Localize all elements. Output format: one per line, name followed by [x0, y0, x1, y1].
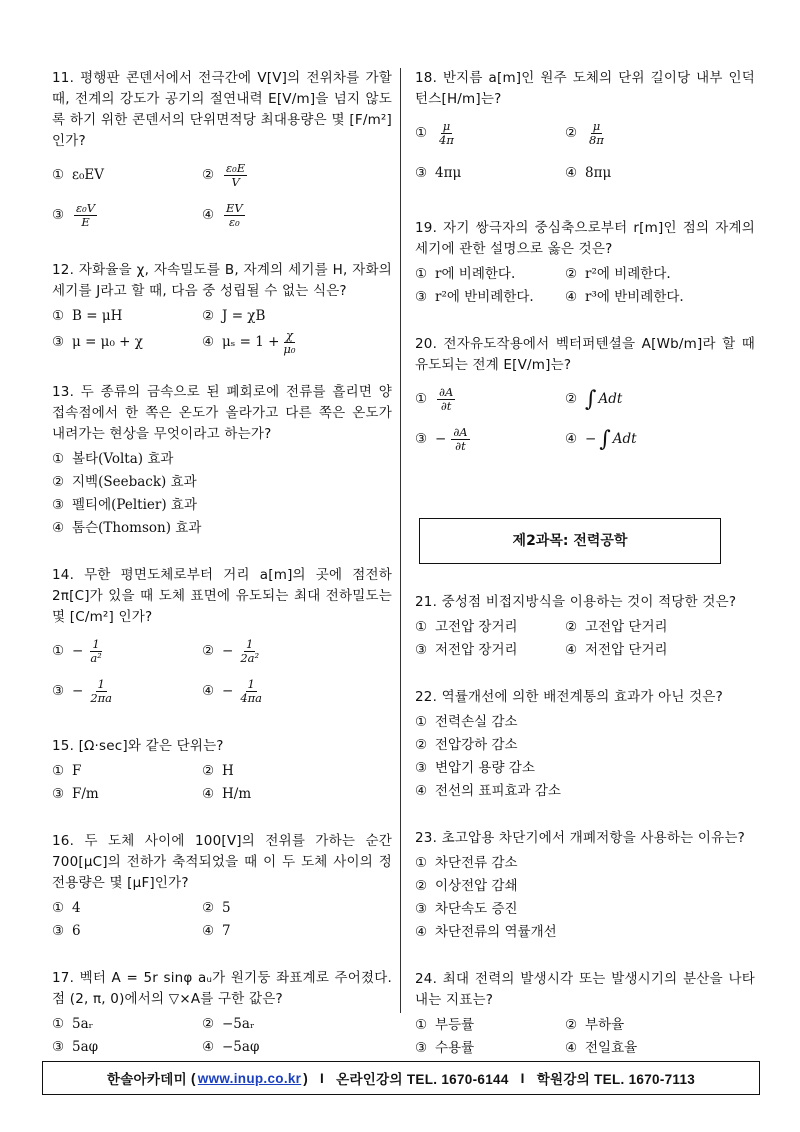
option-number: ①: [52, 900, 65, 916]
option-number: ④: [415, 924, 428, 940]
option-number: ④: [565, 430, 578, 447]
option-value: 부등률: [435, 1017, 475, 1033]
option-number: ③: [415, 760, 428, 776]
answer-option[interactable]: [52, 672, 202, 710]
answer-option[interactable]: [202, 921, 392, 942]
answer-option[interactable]: [565, 287, 755, 308]
answer-option[interactable]: [415, 758, 755, 779]
option-number: ②: [565, 1017, 578, 1033]
answer-options: [52, 449, 392, 539]
option-value: J = χB: [222, 308, 266, 324]
option-number: ④: [202, 206, 215, 223]
option-number: ②: [565, 390, 578, 407]
option-number: ②: [415, 737, 428, 753]
question-text: [415, 334, 755, 376]
question-21: [415, 592, 755, 661]
option-number: ①: [415, 124, 428, 141]
left-column: [52, 68, 392, 1084]
question-20: [415, 334, 755, 458]
question-12: [52, 260, 392, 356]
option-number: ③: [52, 497, 65, 513]
question-number: 11.: [52, 70, 75, 86]
option-value: 저전압 단거리: [585, 642, 668, 658]
answer-option[interactable]: [415, 640, 565, 661]
question-15: [52, 736, 392, 805]
question-18: [415, 68, 755, 192]
option-number: ①: [415, 714, 428, 730]
option-value: ε₀EV: [72, 166, 105, 183]
option-number: ①: [52, 763, 65, 779]
option-number: ③: [52, 682, 65, 699]
answer-option[interactable]: [52, 898, 202, 919]
fraction: [74, 202, 97, 229]
fraction-numerator: ∂A: [439, 384, 454, 399]
option-expression: μₛ = 1 +: [222, 334, 280, 350]
answer-option[interactable]: [52, 784, 202, 805]
question-body: 반지름 a[m]인 원주 도체의 단위 길이당 내부 인덕턴스[H/m]는?: [415, 70, 755, 107]
option-value: 저전압 장거리: [435, 642, 518, 658]
integral-icon: ∫: [599, 426, 611, 452]
option-number: ①: [52, 451, 65, 467]
fraction-numerator: EV: [226, 200, 243, 215]
answer-option[interactable]: [565, 264, 755, 285]
option-number: ④: [202, 786, 215, 802]
option-number: ②: [202, 900, 215, 916]
option-number: ①: [415, 390, 428, 407]
answer-option[interactable]: [52, 761, 202, 782]
fraction-numerator: ε₀E: [226, 160, 246, 175]
option-value: B = μH: [72, 308, 123, 324]
option-value: 지벡(Seeback) 효과: [72, 474, 197, 490]
answer-option[interactable]: [415, 922, 755, 943]
answer-options: [415, 1015, 755, 1059]
power-engineering-questions: [415, 592, 755, 1059]
fraction: [224, 202, 245, 229]
answer-option[interactable]: [202, 1037, 392, 1058]
question-number: 23.: [415, 830, 438, 846]
answer-option[interactable]: [52, 1014, 202, 1035]
answer-option[interactable]: [565, 380, 755, 418]
answer-options: [415, 264, 755, 308]
option-value: 고전압 단거리: [585, 619, 668, 635]
option-number: ④: [565, 1040, 578, 1056]
answer-option[interactable]: [52, 1037, 202, 1058]
answer-option[interactable]: [202, 329, 392, 356]
subject-heading: 제2과목: 전력공학: [419, 518, 721, 564]
option-value: 톰슨(Thomson) 효과: [72, 520, 202, 536]
fraction-numerator: 1: [97, 676, 105, 691]
option-number: ④: [202, 334, 215, 350]
option-value: 볼타(Volta) 효과: [72, 451, 174, 467]
option-value: 펠티에(Peltier) 효과: [72, 497, 197, 513]
option-value: H: [222, 763, 234, 779]
option-value: 차단속도 증진: [435, 901, 518, 917]
minus-sign: −: [585, 430, 597, 447]
option-value: 7: [222, 923, 231, 939]
fraction-denominator: V: [231, 174, 240, 189]
option-number: ④: [415, 783, 428, 799]
answer-option[interactable]: [52, 921, 202, 942]
footer-separator: I: [520, 1070, 525, 1086]
option-number: ③: [415, 430, 428, 447]
question-number: 13.: [52, 384, 75, 400]
answer-option[interactable]: [202, 672, 392, 710]
fraction-denominator: μ₀: [283, 342, 296, 356]
option-value: 이상전압 감쇄: [435, 878, 518, 894]
fraction: [88, 678, 114, 705]
question-number: 21.: [415, 594, 438, 610]
option-value: 변압기 용량 감소: [435, 760, 535, 776]
option-number: ④: [202, 1039, 215, 1055]
answer-option[interactable]: [202, 156, 392, 194]
option-number: ③: [52, 923, 65, 939]
answer-options: [52, 306, 392, 356]
option-number: ③: [415, 901, 428, 917]
question-19: [415, 218, 755, 308]
question-text: [415, 969, 755, 1011]
option-value: r²에 비례한다.: [585, 266, 671, 282]
answer-options: [52, 898, 392, 942]
answer-option[interactable]: [415, 781, 755, 802]
fraction-denominator: 4π: [439, 132, 454, 147]
question-text: [415, 687, 755, 708]
answer-option[interactable]: [202, 761, 392, 782]
question-number: 17.: [52, 970, 75, 986]
option-number: ④: [52, 520, 65, 536]
question-body: 중성점 비접지방식을 이용하는 것이 적당한 것은?: [441, 594, 737, 610]
footer-online-tel: 온라인강의 TEL. 1670-6144: [336, 1072, 509, 1087]
footer-separator: I: [320, 1070, 325, 1086]
question-body: 벡터 A = 5r sinφ aᵤ가 원기둥 좌표계로 주어졌다. 점 (2, π, 0)에서의 ▽×A를 구한 값은?: [52, 970, 393, 1007]
answer-options: [52, 761, 392, 805]
fraction-numerator: μ: [442, 118, 451, 133]
answer-option[interactable]: [415, 154, 565, 192]
option-number: ②: [202, 166, 215, 183]
answer-option[interactable]: [202, 1014, 392, 1035]
option-value: −5aφ: [222, 1039, 260, 1055]
option-number: ③: [415, 164, 428, 181]
option-number: ③: [52, 1039, 65, 1055]
answer-option[interactable]: [202, 632, 392, 670]
answer-option[interactable]: [202, 196, 392, 234]
option-number: ④: [565, 642, 578, 658]
answer-option[interactable]: [415, 617, 565, 638]
option-number: ②: [415, 878, 428, 894]
question-text: [415, 68, 755, 110]
option-value: 차단전류 감소: [435, 855, 518, 871]
footer-academy-tel: 학원강의 TEL. 1670-7113: [536, 1072, 696, 1087]
option-value: Adt: [612, 430, 637, 447]
answer-option[interactable]: [52, 196, 202, 234]
answer-option[interactable]: [415, 380, 565, 418]
fraction-numerator: χ: [285, 328, 293, 342]
fraction-denominator: 4πa: [240, 690, 263, 705]
answer-options: [415, 617, 755, 661]
answer-options: [52, 632, 392, 710]
option-number: ②: [565, 124, 578, 141]
answer-option[interactable]: [415, 876, 755, 897]
option-number: ③: [415, 642, 428, 658]
answer-options: [415, 380, 755, 458]
fraction-denominator: 2a²: [240, 650, 260, 665]
option-number: ③: [52, 786, 65, 802]
fraction-numerator: 1: [92, 636, 100, 651]
question-body: 무한 평면도체로부터 거리 a[m]의 곳에 점전하 2π[C]가 있을 때 도체 표면에 유도되는 최대 전하밀도는 몇 [C/m²] 인가?: [52, 567, 392, 625]
question-text: [52, 68, 392, 152]
answer-option[interactable]: [415, 853, 755, 874]
answer-option[interactable]: [415, 287, 565, 308]
option-number: ④: [202, 923, 215, 939]
question-body: 전자유도작용에서 벡터퍼텐셜을 A[Wb/m]라 할 때 유도되는 전계 E[V/m]는?: [415, 336, 755, 373]
option-value: 전일효율: [585, 1040, 638, 1056]
question-text: [415, 828, 755, 849]
fraction-numerator: ε₀V: [76, 200, 96, 215]
footer-website-link[interactable]: www.inup.co.kr: [197, 1070, 302, 1086]
question-text: [52, 736, 392, 757]
answer-option[interactable]: [565, 154, 755, 192]
answer-option[interactable]: [565, 114, 755, 152]
electromagnetics-questions: [415, 68, 755, 458]
question-number: 18.: [415, 70, 438, 86]
answer-option[interactable]: [202, 784, 392, 805]
option-number: ②: [565, 619, 578, 635]
question-number: 16.: [52, 833, 75, 849]
column-divider: [400, 68, 401, 1013]
answer-option[interactable]: [565, 640, 755, 661]
option-number: ①: [415, 1017, 428, 1033]
question-text: [415, 218, 755, 260]
answer-option[interactable]: [565, 617, 755, 638]
answer-options: [52, 156, 392, 234]
answer-option[interactable]: [52, 306, 202, 327]
answer-option[interactable]: [565, 420, 755, 458]
option-number: ②: [202, 763, 215, 779]
option-value: 전압강하 감소: [435, 737, 518, 753]
option-value: 4πμ: [435, 164, 462, 181]
fraction-denominator: ∂t: [440, 398, 452, 413]
option-value: 수용률: [435, 1040, 475, 1056]
fraction: [437, 386, 455, 413]
answer-option[interactable]: [415, 264, 565, 285]
option-number: ①: [52, 308, 65, 324]
question-number: 19.: [415, 220, 438, 236]
answer-option[interactable]: [52, 518, 392, 539]
fraction-denominator: ∂t: [455, 438, 466, 453]
option-value: r³에 반비례한다.: [585, 289, 684, 305]
fraction-denominator: ε₀: [228, 214, 240, 229]
question-22: [415, 687, 755, 802]
answer-option[interactable]: [202, 306, 392, 327]
option-number: ①: [415, 855, 428, 871]
footer-brand: 한솔아카데미: [106, 1072, 187, 1087]
minus-sign: −: [72, 642, 84, 659]
option-number: ③: [52, 206, 65, 223]
option-number: ④: [565, 164, 578, 181]
question-text: [415, 592, 755, 613]
question-24: [415, 969, 755, 1059]
option-value: F: [72, 763, 82, 779]
minus-sign: −: [435, 430, 447, 447]
answer-option[interactable]: [52, 449, 392, 470]
question-14: [52, 565, 392, 710]
fraction: [281, 329, 297, 356]
question-number: 20.: [415, 336, 438, 352]
question-number: 22.: [415, 689, 438, 705]
question-number: 24.: [415, 971, 438, 987]
fraction: [88, 638, 103, 665]
question-16: [52, 831, 392, 942]
fraction-denominator: a²: [90, 650, 102, 665]
answer-option[interactable]: [52, 495, 392, 516]
option-value: Adt: [598, 390, 623, 407]
option-number: ①: [52, 166, 65, 183]
answer-option[interactable]: [565, 1015, 755, 1036]
footer-bar: 한솔아카데미 ( www.inup.co.kr ) I 온라인강의 TEL. 1670-6144 I 학원강의 TEL. 1670-7113: [42, 1061, 760, 1095]
fraction: [437, 120, 456, 147]
option-value: 5: [222, 900, 231, 916]
option-number: ②: [202, 1016, 215, 1032]
answer-option[interactable]: [415, 114, 565, 152]
fraction: [451, 426, 469, 453]
question-body: 최대 전력의 발생시각 또는 발생시기의 분산을 나타내는 지표는?: [415, 971, 755, 1008]
option-value: μ = μ₀ + χ: [72, 334, 143, 350]
right-column: [415, 68, 755, 1085]
option-value: 전력손실 감소: [435, 714, 518, 730]
question-17: [52, 968, 392, 1058]
option-number: ③: [52, 334, 65, 350]
fraction: [238, 638, 261, 665]
option-value: r²에 반비례한다.: [435, 289, 534, 305]
option-value: 6: [72, 923, 81, 939]
answer-option[interactable]: [202, 898, 392, 919]
question-body: 역률개선에 의한 배전계통의 효과가 아닌 것은?: [441, 689, 723, 705]
answer-option[interactable]: [52, 472, 392, 493]
option-value: F/m: [72, 786, 99, 802]
option-number: ①: [415, 266, 428, 282]
answer-option[interactable]: [415, 735, 755, 756]
fraction: [224, 162, 247, 189]
option-number: ②: [565, 266, 578, 282]
option-number: ②: [202, 308, 215, 324]
question-text: [52, 565, 392, 628]
answer-option[interactable]: [415, 1015, 565, 1036]
answer-option[interactable]: [565, 1038, 755, 1059]
option-value: 전선의 표피효과 감소: [435, 783, 561, 799]
option-value: 고전압 장거리: [435, 619, 518, 635]
fraction: [238, 678, 264, 705]
question-number: 15.: [52, 738, 75, 754]
option-number: ④: [565, 289, 578, 305]
question-number: 14.: [52, 567, 75, 583]
answer-option[interactable]: [52, 156, 202, 194]
question-text: [52, 382, 392, 445]
fraction-numerator: ∂A: [453, 424, 468, 439]
option-number: ①: [52, 642, 65, 659]
option-value: r에 비례한다.: [435, 266, 516, 282]
fraction-numerator: 1: [246, 636, 254, 651]
question-number: 12.: [52, 262, 75, 278]
answer-option[interactable]: [415, 1038, 565, 1059]
question-body: 자화율을 χ, 자속밀도를 B, 자계의 세기를 H, 자화의 세기를 J라고 할 때, 다음 중 성립될 수 없는 식은?: [52, 262, 393, 299]
question-text: [52, 260, 392, 302]
minus-sign: −: [222, 682, 234, 699]
answer-option[interactable]: [52, 329, 202, 356]
fraction-denominator: 8π: [589, 132, 604, 147]
option-number: ③: [415, 289, 428, 305]
fraction: [587, 120, 606, 147]
option-value: H/m: [222, 786, 252, 802]
option-number: ①: [52, 1016, 65, 1032]
option-value: 5aᵣ: [72, 1016, 94, 1032]
option-value: 차단전류의 역률개선: [435, 924, 557, 940]
question-11: [52, 68, 392, 234]
option-value: 부하율: [585, 1017, 625, 1033]
option-number: ③: [415, 1040, 428, 1056]
fraction-numerator: μ: [592, 118, 601, 133]
answer-options: [415, 114, 755, 192]
question-body: 초고압용 차단기에서 개폐저항을 사용하는 이유는?: [441, 830, 745, 846]
fraction-denominator: E: [81, 214, 90, 229]
option-number: ①: [415, 619, 428, 635]
option-value: 5aφ: [72, 1039, 99, 1055]
minus-sign: −: [222, 642, 234, 659]
option-number: ②: [202, 642, 215, 659]
answer-options: [52, 1014, 392, 1058]
question-text: [52, 831, 392, 894]
question-body: 평행판 콘덴서에서 전극간에 V[V]의 전위차를 가할 때, 전계의 강도가 공기의 절연내력 E[V/m]을 넘지 않도록 하기 위한 콘덴서의 단위면적당 최대용량은 몇 [F/m²]인가?: [52, 70, 392, 149]
question-body: [Ω·sec]와 같은 단위는?: [78, 738, 224, 754]
answer-option[interactable]: [415, 420, 565, 458]
question-body: 두 종류의 금속으로 된 폐회로에 전류를 흘리면 양 접속점에서 한 쪽은 온도가 올라가고 다른 쪽은 온도가 내려가는 현상을 무엇이라고 하는가?: [52, 384, 392, 442]
answer-option[interactable]: [415, 712, 755, 733]
option-number: ④: [202, 682, 215, 699]
fraction-denominator: 2πa: [90, 690, 113, 705]
question-text: [52, 968, 392, 1010]
question-body: 두 도체 사이에 100[V]의 전위를 가하는 순간 700[μC]의 전하가 축적되었을 때 이 두 도체 사이의 정전용량은 몇 [μF]인가?: [52, 833, 392, 891]
question-23: [415, 828, 755, 943]
answer-option[interactable]: [52, 632, 202, 670]
question-13: [52, 382, 392, 539]
answer-options: [415, 712, 755, 802]
answer-options: [415, 853, 755, 943]
answer-option[interactable]: [415, 899, 755, 920]
option-number: ②: [52, 474, 65, 490]
question-body: 자기 쌍극자의 중심축으로부터 r[m]인 점의 자계의 세기에 관한 설명으로 옳은 것은?: [415, 220, 755, 257]
option-value: −5aᵣ: [222, 1016, 255, 1032]
option-value: 4: [72, 900, 81, 916]
minus-sign: −: [72, 682, 84, 699]
fraction-numerator: 1: [247, 676, 255, 691]
option-value: 8πμ: [585, 164, 612, 181]
integral-icon: ∫: [585, 386, 597, 412]
